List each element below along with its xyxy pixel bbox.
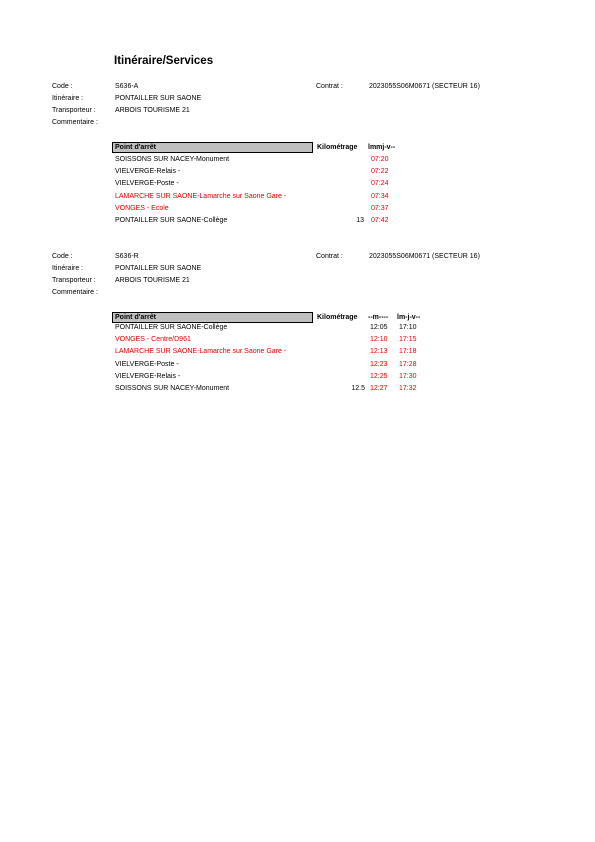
code-value: S636-A <box>115 83 139 90</box>
time-value: 12:25 <box>370 372 388 380</box>
itineraire-value: PONTAILLER SUR SAONE <box>115 95 202 102</box>
time-value: 12:05 <box>370 324 388 331</box>
table-row <box>115 180 435 192</box>
time-value: 07:20 <box>371 156 389 163</box>
code-label: Code : <box>52 83 73 90</box>
time-value: 07:22 <box>371 168 389 176</box>
time-value: 17:18 <box>399 348 417 356</box>
time-value: 12:10 <box>370 336 388 344</box>
days-column-header: lmmj-v-- <box>368 144 396 151</box>
itineraire-label: Itinéraire : <box>52 265 84 272</box>
itineraire-value: PONTAILLER SUR SAONE <box>115 265 202 272</box>
time-value: 07:42 <box>371 217 389 224</box>
table-row <box>115 156 435 168</box>
table-row <box>115 348 435 360</box>
table-row <box>115 373 435 385</box>
contrat-label: Contrat : <box>316 83 343 90</box>
stop-name: VONGES - Centre/D961 <box>115 336 191 344</box>
transporteur-label: Transporteur : <box>52 277 96 284</box>
time-value: 17:32 <box>399 385 417 392</box>
kilometrage-value: 12.5 <box>351 385 365 392</box>
contrat-value: 2023055S06M0671 (SECTEUR 16) <box>369 83 480 90</box>
table-row <box>115 168 435 180</box>
time-value: 17:15 <box>399 336 417 344</box>
table-row <box>115 336 435 348</box>
code-value: S636-R <box>115 253 139 260</box>
stop-name: SOISSONS SUR NACEY-Monument <box>115 385 230 392</box>
commentaire-label: Commentaire : <box>52 289 98 296</box>
page-title: Itinéraire/Services <box>114 55 214 67</box>
stop-column-header: Point d'arrêt <box>112 312 313 323</box>
days-column-header-2: lm-j-v-- <box>397 314 421 321</box>
contrat-value: 2023055S06M0671 (SECTEUR 16) <box>369 253 480 260</box>
commentaire-label: Commentaire : <box>52 119 98 126</box>
contrat-label: Contrat : <box>316 253 343 260</box>
table-row <box>115 385 435 397</box>
transporteur-value: ARBOIS TOURISME 21 <box>115 107 190 114</box>
time-value: 12:13 <box>370 348 388 356</box>
time-value: 07:37 <box>371 204 389 212</box>
stop-name: SOISSONS SUR NACEY-Monument <box>115 156 230 163</box>
days-column-header-1: --m---- <box>368 314 389 321</box>
table-row <box>115 217 435 229</box>
table-row <box>115 193 435 205</box>
time-value: 17:10 <box>399 324 417 331</box>
stop-name: LAMARCHE SUR SAONE-Lamarche sur Saone Gare - <box>115 348 287 356</box>
km-column-header: Kilométrage <box>317 314 358 321</box>
time-value: 12:27 <box>370 385 388 392</box>
stop-name: PONTAILLER SUR SAONE-Collège <box>115 324 228 331</box>
stop-name: VIELVERGE-Relais - <box>115 372 181 380</box>
stop-name: LAMARCHE SUR SAONE-Lamarche sur Saone Gare - <box>115 192 287 200</box>
time-value: 17:30 <box>399 372 417 380</box>
time-value: 17:28 <box>399 360 417 368</box>
transporteur-label: Transporteur : <box>52 107 96 114</box>
stop-name: VIELVERGE-Poste - <box>115 360 179 368</box>
km-column-header: Kilométrage <box>317 144 358 151</box>
itineraire-label: Itinéraire : <box>52 95 84 102</box>
stop-name: VONGES - Ecole <box>115 204 169 212</box>
stop-name: PONTAILLER SUR SAONE-Collège <box>115 217 228 224</box>
table-row <box>115 324 435 336</box>
stop-name: VIELVERGE-Poste - <box>115 180 179 188</box>
stop-name: VIELVERGE-Relais - <box>115 168 181 176</box>
kilometrage-value: 13 <box>356 217 364 224</box>
table-row <box>115 361 435 373</box>
code-label: Code : <box>52 253 73 260</box>
time-value: 07:24 <box>371 180 389 188</box>
transporteur-value: ARBOIS TOURISME 21 <box>115 277 190 284</box>
time-value: 12:23 <box>370 360 388 368</box>
stop-column-header: Point d'arrêt <box>112 142 313 153</box>
time-value: 07:34 <box>371 192 389 200</box>
table-row <box>115 205 435 217</box>
